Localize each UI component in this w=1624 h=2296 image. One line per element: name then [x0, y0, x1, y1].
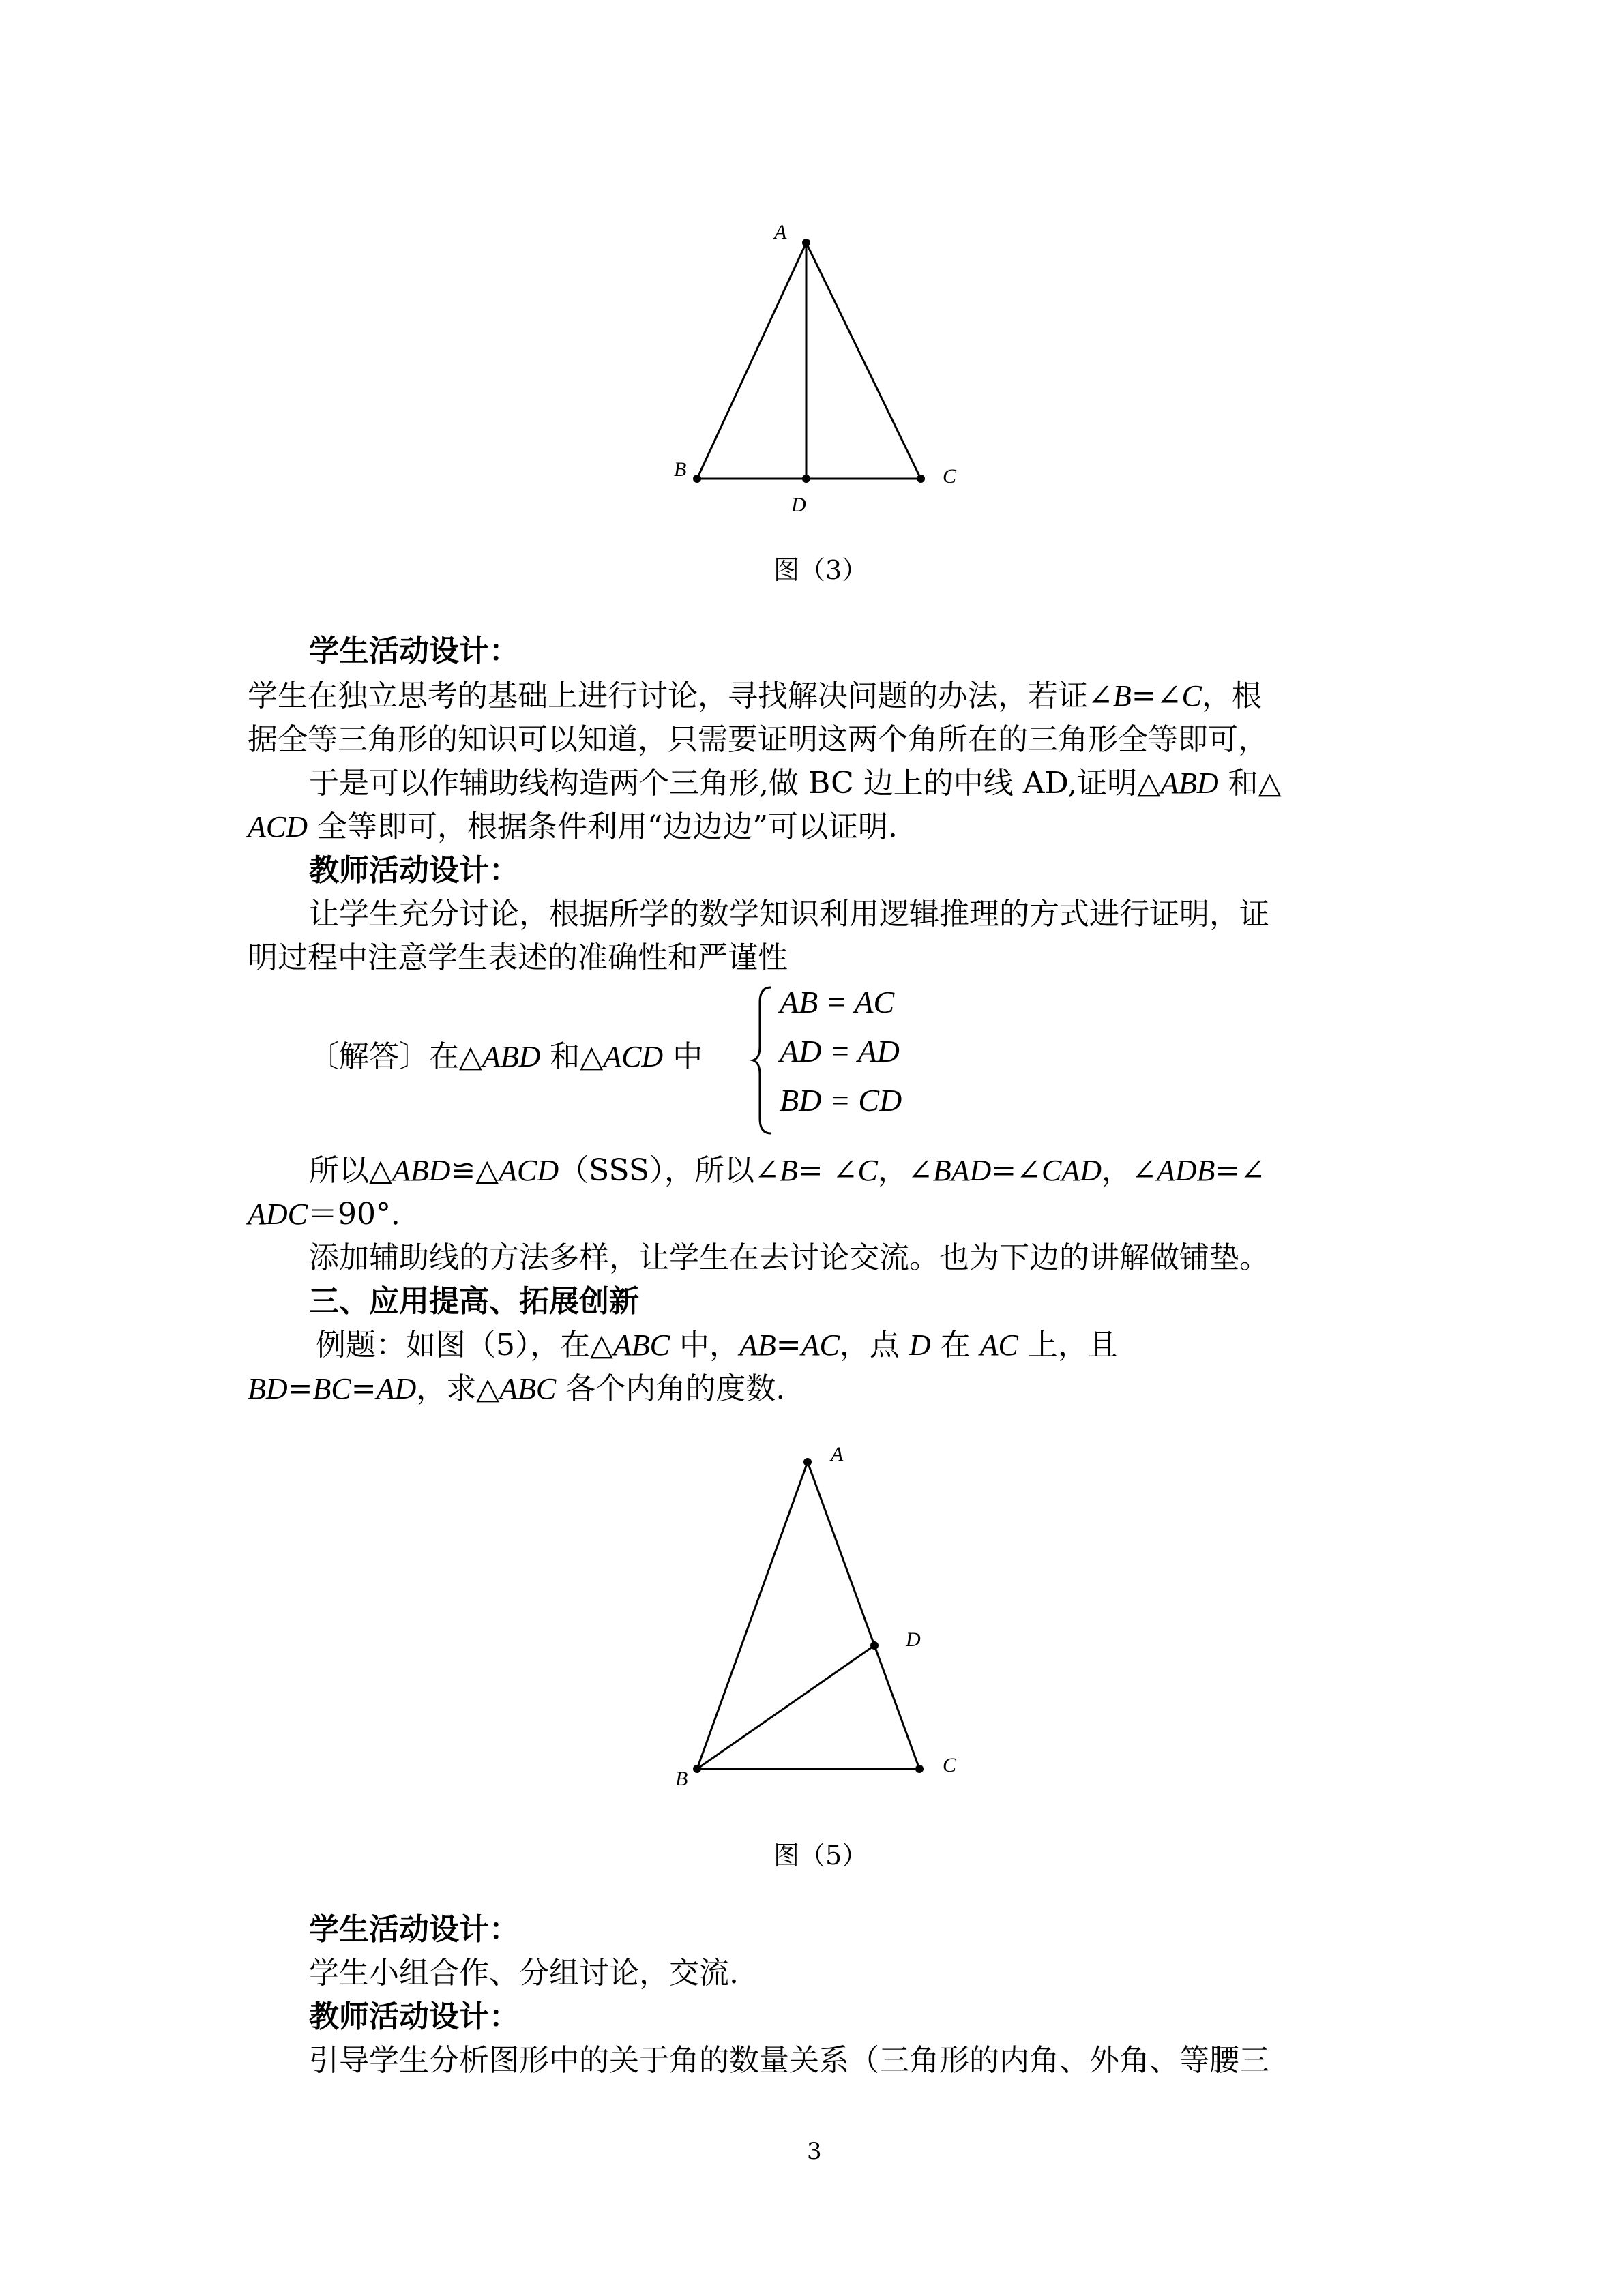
- student-activity-heading-1: 学生活动设计：: [309, 633, 519, 668]
- point-a: [802, 239, 810, 247]
- equation-ab-ac: AB = AC: [780, 985, 895, 1019]
- solution-conclusion-line-2: ADC＝90°．: [248, 1197, 421, 1232]
- page-number: 3: [807, 2138, 822, 2165]
- solution-conclusion-line-1: 所以△ABD≌△ACD（SSS），所以∠B= ∠C，∠BAD=∠CAD，∠ADB=∠: [309, 1153, 1266, 1188]
- label-b: B: [675, 1768, 688, 1790]
- figure-5-caption: 图（5）: [773, 1840, 868, 1870]
- teacher-activity-line-2: 明过程中注意学生表述的准确性和严谨性: [248, 940, 788, 975]
- example-line-2: BD=BC=AD，求△ABC 各个内角的度数.: [248, 1371, 786, 1406]
- teacher-activity-line-1: 让学生充分讨论，根据所学的数学知识利用逻辑推理的方式进行证明，证: [309, 897, 1269, 931]
- solution-intro: 〔解答〕在△ABD 和△ACD 中: [309, 1039, 703, 1074]
- student-activity-2-line-1: 学生小组合作、分组讨论，交流.: [309, 1956, 739, 1991]
- equation-ad-ad: AD = AD: [780, 1034, 900, 1069]
- teacher-activity-heading-1: 教师活动设计：: [309, 853, 519, 888]
- system-brace: [750, 982, 778, 1139]
- point-c: [915, 1765, 924, 1773]
- label-a: A: [774, 221, 787, 243]
- label-d: D: [791, 494, 806, 516]
- teacher-activity-heading-2: 教师活动设计：: [309, 1999, 519, 2034]
- segment-ab: [697, 1462, 808, 1769]
- section-3-heading: 三、应用提高、拓展创新: [309, 1284, 639, 1319]
- segment-bd: [697, 1645, 874, 1769]
- point-b: [693, 1765, 701, 1773]
- figure-3-caption: 图（3）: [773, 555, 868, 585]
- equation-bd-cd: BD = CD: [780, 1083, 902, 1118]
- student-activity-line-2: 据全等三角形的知识可以知道，只需要证明这两个角所在的三角形全等即可，: [248, 722, 1268, 757]
- example-line-1: 例题：如图（5），在△ABC 中，AB=AC，点 D 在 AC 上，且: [316, 1328, 1118, 1362]
- segment-ac: [808, 1462, 919, 1769]
- teacher-activity-2-line-1: 引导学生分析图形中的关于角的数量关系（三角形的内角、外角、等腰三: [309, 2043, 1269, 2078]
- label-b: B: [674, 458, 687, 481]
- student-activity-heading-2: 学生活动设计：: [309, 1912, 519, 1947]
- student-activity-line-1: 学生在独立思考的基础上进行讨论，寻找解决问题的办法，若证∠B=∠C，根: [248, 679, 1262, 713]
- solution-note: 添加辅助线的方法多样，让学生在去讨论交流。也为下边的讲解做铺垫。: [309, 1240, 1269, 1275]
- point-b: [693, 475, 701, 483]
- label-c: C: [943, 1754, 957, 1776]
- label-d: D: [906, 1628, 921, 1651]
- figure-3-diagram: [648, 205, 975, 518]
- point-a: [803, 1458, 812, 1466]
- point-c: [917, 475, 925, 483]
- student-activity-line-4: ACD 全等即可，根据条件利用“边边边”可以证明.: [248, 809, 898, 844]
- label-c: C: [943, 465, 957, 488]
- label-a: A: [831, 1443, 844, 1465]
- student-activity-line-3: 于是可以作辅助线构造两个三角形,做 BC 边上的中线 AD,证明△ABD 和△: [309, 766, 1282, 801]
- point-d: [802, 475, 810, 483]
- figure-5-diagram: [648, 1418, 975, 1800]
- segment-ac: [806, 243, 921, 479]
- point-d: [870, 1641, 879, 1650]
- segment-ab: [697, 243, 806, 479]
